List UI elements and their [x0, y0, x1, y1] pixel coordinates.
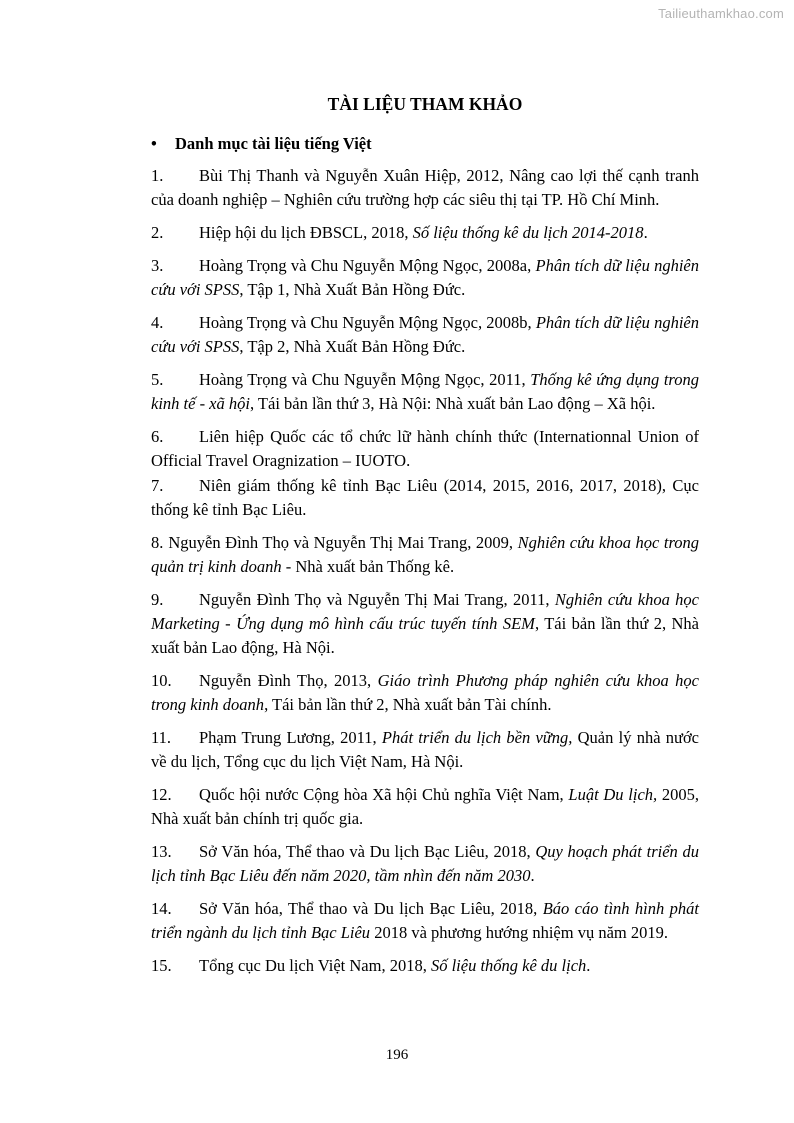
reference-item: [151, 897, 699, 945]
reference-text: Hiệp hội du lịch ĐBSCL, 2018,: [199, 223, 413, 242]
reference-item: [151, 954, 699, 978]
reference-text: Tổng cục Du lịch Việt Nam, 2018,: [199, 956, 431, 975]
reference-text: Nguyễn Đình Thọ, 2013,: [199, 671, 378, 690]
reference-item: [151, 588, 699, 660]
watermark: Tailieuthamkhao.com: [658, 6, 784, 21]
reference-title: Nghiên cứu khoa học Marketing - Ứng dụng mô hình cấu trúc tuyến tính SEM: [151, 590, 699, 633]
reference-text-after: , Tái bản lần thứ 2, Nhà xuất bản Tài chính.: [264, 695, 552, 714]
reference-text: Hoàng Trọng và Chu Nguyễn Mộng Ngọc, 2011,: [199, 370, 531, 389]
section-heading: [151, 132, 699, 156]
reference-text-after: .: [586, 956, 591, 975]
reference-item: [151, 669, 699, 717]
reference-number: 14.: [151, 899, 172, 918]
reference-item: [151, 783, 699, 831]
reference-item: [151, 254, 699, 302]
document-page: [151, 92, 699, 987]
page-number: 196: [385, 1047, 409, 1063]
reference-text-after: , Tập 2, Nhà Xuất Bản Hồng Đức.: [239, 337, 466, 356]
bullet: •: [151, 134, 157, 153]
reference-number: 8.: [151, 533, 164, 552]
reference-text-after: 2005, Nhà xuất bản chính trị quốc gia.: [151, 785, 700, 828]
reference-item: [151, 474, 699, 522]
reference-item: [151, 425, 699, 473]
reference-item: [151, 164, 699, 212]
reference-number: 4.: [151, 313, 164, 332]
reference-number: 15.: [151, 956, 172, 975]
reference-number: 9.: [151, 590, 164, 609]
reference-title: Phân tích dữ liệu nghiên cứu với SPSS: [151, 313, 699, 356]
reference-title: Số liệu thống kê du lịch 2014-2018: [412, 223, 644, 242]
reference-text: Hoàng Trọng và Chu Nguyễn Mộng Ngọc, 2008a,: [199, 256, 536, 275]
reference-item: [151, 311, 699, 359]
reference-title: Thống kê ứng dụng trong kinh tế - xã hội: [151, 370, 699, 413]
reference-title: Nghiên cứu khoa học trong quản trị kinh doanh: [151, 533, 700, 576]
reference-number: 7.: [151, 476, 164, 495]
reference-number: 13.: [151, 842, 172, 861]
reference-title: Luật Du lịch,: [568, 785, 658, 804]
reference-text: Bùi Thị Thanh và Nguyễn Xuân Hiệp, 2012, Nâng cao lợi thế cạnh tranh của doanh nghiệp – Nghiên cứu trường hợp các siêu thị tại TP. Hồ Chí Minh.: [151, 166, 699, 209]
reference-text: Quốc hội nước Cộng hòa Xã hội Chủ nghĩa Việt Nam,: [199, 785, 569, 804]
section-heading-text: Danh mục tài liệu tiếng Việt: [175, 134, 372, 153]
reference-title: Giáo trình Phương pháp nghiên cứu khoa học trong kinh doanh: [151, 671, 699, 714]
reference-text-after: , Tái bản lần thứ 2, Nhà xuất bản Lao động, Hà Nội.: [151, 614, 700, 657]
reference-text: Sở Văn hóa, Thể thao và Du lịch Bạc Liêu, 2018,: [199, 842, 536, 861]
reference-text-after: , Tái bản lần thứ 3, Hà Nội: Nhà xuất bản Lao động – Xã hội.: [249, 394, 656, 413]
reference-title: Quy hoạch phát triển du lịch tỉnh Bạc Liêu đến năm 2020, tầm nhìn đến năm 2030: [151, 842, 699, 885]
reference-number: 10.: [151, 671, 172, 690]
reference-text-after: Quản lý nhà nước về du lịch, Tổng cục du lịch Việt Nam, Hà Nội.: [151, 728, 699, 771]
reference-number: 3.: [151, 256, 164, 275]
reference-text: Sở Văn hóa, Thể thao và Du lịch Bạc Liêu, 2018,: [199, 899, 543, 918]
reference-text: Liên hiệp Quốc các tổ chức lữ hành chính thức (Internationnal Union of Official Travel Oragnization – IUOTO.: [151, 427, 699, 470]
reference-text-after: , Tập 1, Nhà Xuất Bản Hồng Đức.: [239, 280, 466, 299]
reference-title: Báo cáo tình hình phát triển ngành du lịch tỉnh Bạc Liêu: [151, 899, 699, 942]
reference-text-after: .: [643, 223, 648, 242]
reference-title: Số liệu thống kê du lịch: [430, 956, 587, 975]
reference-item: [151, 221, 699, 245]
reference-number: 1.: [151, 166, 164, 185]
reference-number: 11.: [151, 728, 172, 747]
reference-number: 2.: [151, 223, 164, 242]
reference-text: Phạm Trung Lương, 2011,: [199, 728, 382, 747]
reference-title: Phát triển du lịch bền vững,: [381, 728, 573, 747]
reference-number: 6.: [151, 427, 164, 446]
reference-number: 12.: [151, 785, 172, 804]
reference-text: Nguyễn Đình Thọ và Nguyễn Thị Mai Trang, 2009,: [168, 533, 518, 552]
reference-text: Niên giám thống kê tỉnh Bạc Liêu (2014, 2015, 2016, 2017, 2018), Cục thống kê tỉnh Bạc Liêu.: [151, 476, 699, 519]
reference-item: [151, 531, 699, 579]
reference-text: Nguyễn Đình Thọ và Nguyễn Thị Mai Trang, 2011,: [199, 590, 555, 609]
reference-number: 5.: [151, 370, 164, 389]
reference-text-after: - Nhà xuất bản Thống kê.: [281, 557, 455, 576]
reference-text: Hoàng Trọng và Chu Nguyễn Mộng Ngọc, 2008b,: [199, 313, 536, 332]
reference-item: [151, 726, 699, 774]
reference-text-after: 2018 và phương hướng nhiệm vụ năm 2019.: [370, 923, 668, 942]
reference-text-after: .: [530, 866, 535, 885]
reference-item: [151, 368, 699, 416]
reference-item: [151, 840, 699, 888]
reference-title: Phân tích dữ liệu nghiên cứu với SPSS: [151, 256, 699, 299]
page-title: TÀI LIỆU THAM KHẢO: [327, 94, 523, 114]
